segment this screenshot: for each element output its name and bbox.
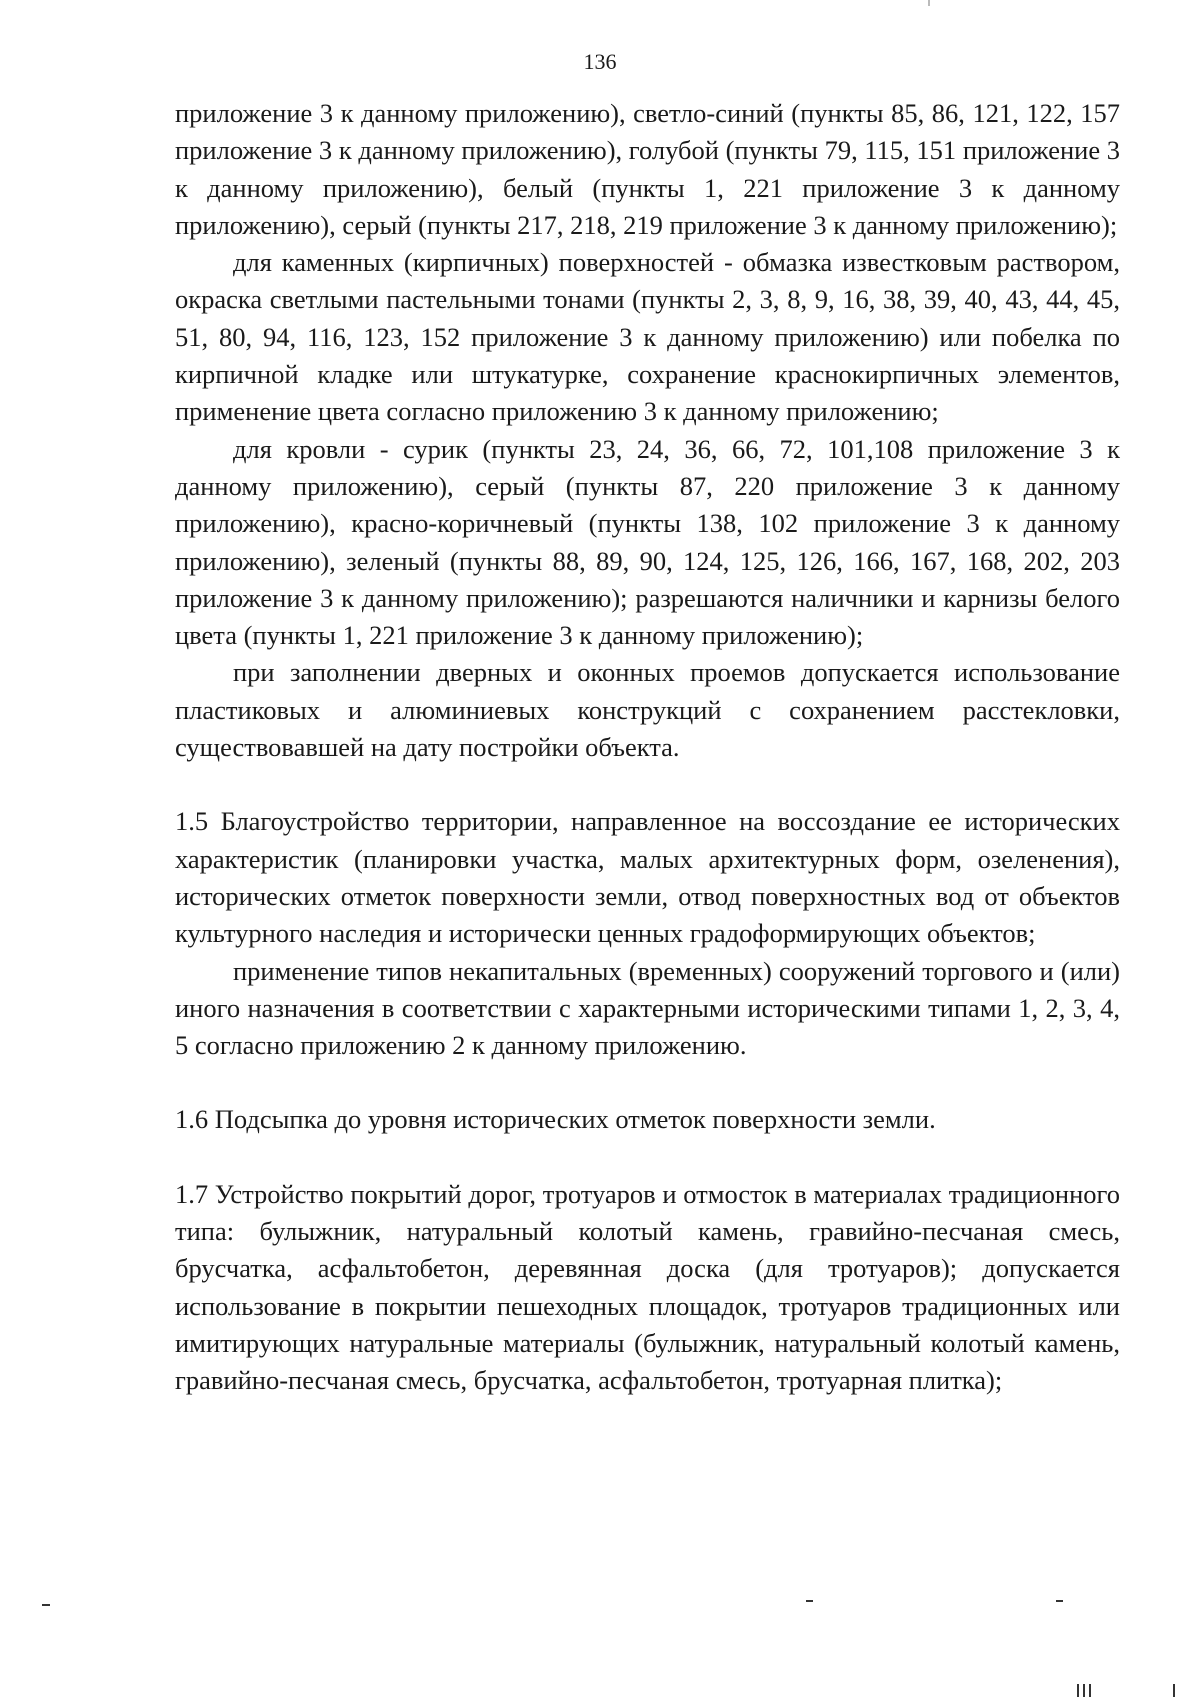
section-1-6: 1.6 Подсыпка до уровня исторических отметок поверхности земли. <box>175 1104 936 1135</box>
scan-mark-top <box>928 0 930 6</box>
section-1-7: 1.7 Устройство покрытий дорог, тротуаров и отмосток в материалах традиционного типа: булыжник, натуральный колотый камень, гравийно-песчаная смесь, брусчатка, асфальтобетон, деревянная доска (для тротуаров); допускается использование в покрытии пешеходных площадок, тротуаров традиционных или имитирующих натуральные материалы (булыжник, натуральный колотый камень, гравийно-песчаная смесь, брусчатка, асфальтобетон, тротуарная плитка); <box>175 1178 1120 1396</box>
scan-mark-bottom-3 <box>1089 1684 1091 1697</box>
section-1-5: 1.5 Благоустройство территории, направленное на воссоздание ее исторических характеристик (планировки участка, малых архитектурных форм, озеленения), исторических отметок поверхности земли, отвод поверхностных вод от объектов культурного наследия и исторически ценных градоформирующих объектов; <box>175 806 1120 949</box>
paragraph-stone-surfaces: для каменных (кирпичных) поверхностей - обмазка известковым раствором, окраска светлыми пастельными тонами (пункты 2, 3, 8, 9, 16, 38, 39, 40, 43, 44, 45, 51, 80, 94, 116, 123, 152 приложение 3 к данному приложению) или побелка по кирпичной кладке или штукатурке, сохранение краснокирпичных элементов, применение цвета согласно приложению 3 к данному приложению; <box>175 247 1120 427</box>
document-body <box>175 95 1120 1400</box>
paragraph-openings: при заполнении дверных и оконных проемов допускается использование пластиковых и алюминиевых конструкций с сохранением расстекловки, существовавшей на дату постройки объекта. <box>175 657 1120 763</box>
scan-mark-bottom-1 <box>1077 1684 1079 1697</box>
scan-mark-center <box>806 1600 813 1602</box>
paragraph-colors-continued: приложение 3 к данному приложению), светло-синий (пункты 85, 86, 121, 122, 157 приложение 3 к данному приложению), голубой (пункты 79, 115, 151 приложение 3 к данному приложению), белый (пункты 1, 221 приложение 3 к данному приложению), серый (пункты 217, 218, 219 приложение 3 к данному приложению); <box>175 98 1120 240</box>
page-number: 136 <box>583 49 617 74</box>
paragraph-temporary-structures: применение типов некапитальных (временных) сооружений торгового и (или) иного назначения в соответствии с характерными историческими типами 1, 2, 3, 4, 5 согласно приложению 2 к данному приложению. <box>175 955 1120 1061</box>
scan-mark-bottom-4 <box>1173 1684 1175 1697</box>
scan-mark-left <box>42 1604 50 1606</box>
paragraph-roofing: для кровли - сурик (пункты 23, 24, 36, 66, 72, 101,108 приложение 3 к данному приложению), серый (пункты 87, 220 приложение 3 к данному приложению), красно-коричневый (пункты 138, 102 приложение 3 к данному приложению), зеленый (пункты 88, 89, 90, 124, 125, 126, 166, 167, 168, 202, 203 приложение 3 к данному приложению); разрешаются наличники и карнизы белого цвета (пункты 1, 221 приложение 3 к данному приложению); <box>175 433 1120 651</box>
scan-mark-right <box>1056 1600 1063 1602</box>
scan-mark-bottom-2 <box>1083 1684 1085 1697</box>
